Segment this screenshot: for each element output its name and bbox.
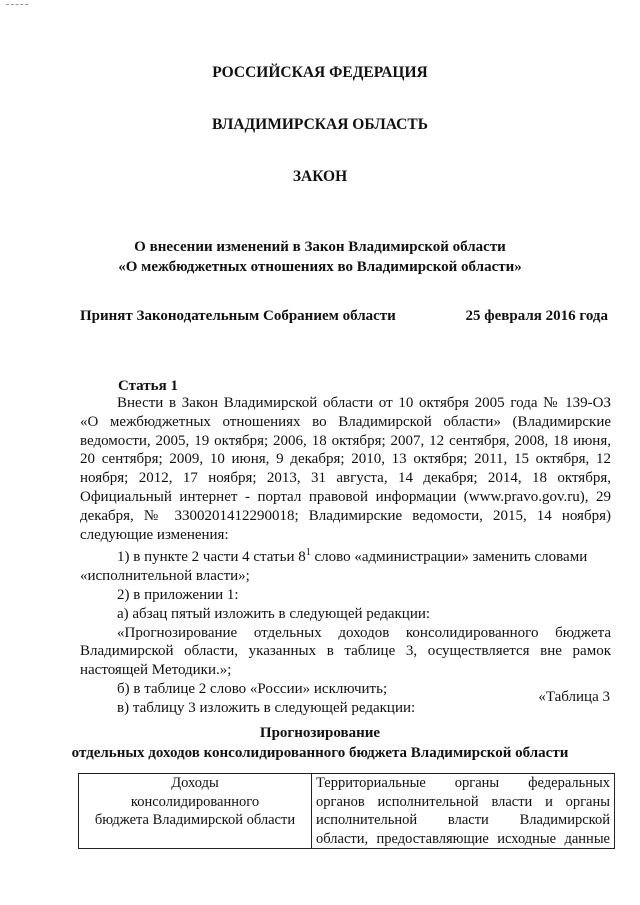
item-1 bbox=[80, 544, 611, 567]
cell-line: консолидированного bbox=[130, 793, 260, 810]
article-line: Внести в Закон Владимирской области от 10 октября 2005 года № 139-ОЗ bbox=[117, 395, 611, 411]
item-1-text: 1) в пункте 2 части 4 статьи 8 bbox=[117, 549, 306, 566]
article-line: Официальный интернет - портал правовой информации (www.pravo.gov.ru), 29 bbox=[80, 488, 611, 505]
cell-line: органов исполнительной власти и органы bbox=[316, 793, 610, 810]
country-heading: РОССИЙСКАЯ ФЕДЕРАЦИЯ bbox=[212, 64, 428, 81]
table-title-line: Прогнозирование bbox=[259, 725, 381, 741]
table-caption: «Таблица 3 bbox=[538, 689, 610, 705]
item-1-superscript: 1 bbox=[305, 547, 311, 559]
item-2a: а) абзац пятый изложить в следующей редакции: bbox=[117, 605, 431, 622]
quote-line: «Прогнозирование отдельных доходов консолидированного бюджета bbox=[117, 624, 611, 641]
cell-line: области, предоставляющие исходные данные bbox=[316, 830, 610, 847]
item-1-continuation: «исполнительной власти»; bbox=[80, 568, 250, 585]
header-cell-revenues bbox=[79, 774, 312, 849]
article-title: Статья 1 bbox=[118, 378, 178, 394]
document-type-heading: ЗАКОН bbox=[292, 168, 348, 185]
revenue-table bbox=[78, 773, 615, 849]
item-1-text-cont: слово «администрации» заменить словами bbox=[310, 549, 588, 566]
table-header-row bbox=[79, 774, 615, 849]
region-heading: ВЛАДИМИРСКАЯ ОБЛАСТЬ bbox=[212, 116, 428, 133]
scan-corner-mark bbox=[6, 4, 28, 6]
law-title-line: «О межбюджетных отношениях во Владимирской области» bbox=[118, 259, 522, 275]
adoption-info bbox=[80, 308, 608, 325]
table-title-line: отдельных доходов консолидированного бюджета Владимирской области bbox=[71, 745, 569, 761]
quote-line: настоящей Методики.»; bbox=[80, 662, 232, 679]
article-line: декабря, № 3300201412290018; Владимирские ведомости, 2015, 14 ноября) bbox=[80, 507, 611, 524]
adoption-date: 25 февраля 2016 года bbox=[465, 308, 608, 324]
article-body bbox=[80, 394, 611, 718]
header-cell-authorities bbox=[312, 774, 615, 849]
table-title bbox=[0, 723, 640, 763]
cell-line: исполнительной власти Владимирской bbox=[316, 812, 610, 829]
cell-line: Территориальные органы федеральных bbox=[316, 775, 610, 791]
law-title bbox=[0, 237, 640, 277]
cell-line: Доходы bbox=[171, 775, 219, 791]
article-line: ведомости, 2005, 19 октября; 2006, 18 октября; 2007, 12 сентября, 2008, 18 июня, bbox=[80, 432, 611, 449]
article-line: следующие изменения: bbox=[80, 526, 229, 543]
item-2: 2) в приложении 1: bbox=[117, 586, 239, 603]
article-line: «О межбюджетных отношениях во Владимирской области» (Владимирские bbox=[80, 413, 611, 430]
item-2c: в) таблицу 3 изложить в следующей редакции: bbox=[117, 699, 416, 716]
quote-line: Владимирской области, указанных в таблице 3, осуществляется вне рамок bbox=[80, 643, 611, 660]
adopted-by: Принят Законодательным Собранием области bbox=[80, 308, 396, 324]
law-title-line: О внесении изменений в Закон Владимирской области bbox=[134, 239, 506, 255]
article-line: ноября; 2012, 17 ноября; 2013, 31 августа, 14 декабря; 2014, 18 октября, bbox=[80, 470, 611, 487]
cell-line: бюджета Владимирской области bbox=[94, 812, 296, 829]
article-line: 20 сентября; 2009, 10 июня, 9 декабря; 2010, 13 октября; 2011, 15 октября, 12 bbox=[80, 451, 611, 468]
item-2b: б) в таблице 2 слово «России» исключить; bbox=[117, 680, 388, 697]
